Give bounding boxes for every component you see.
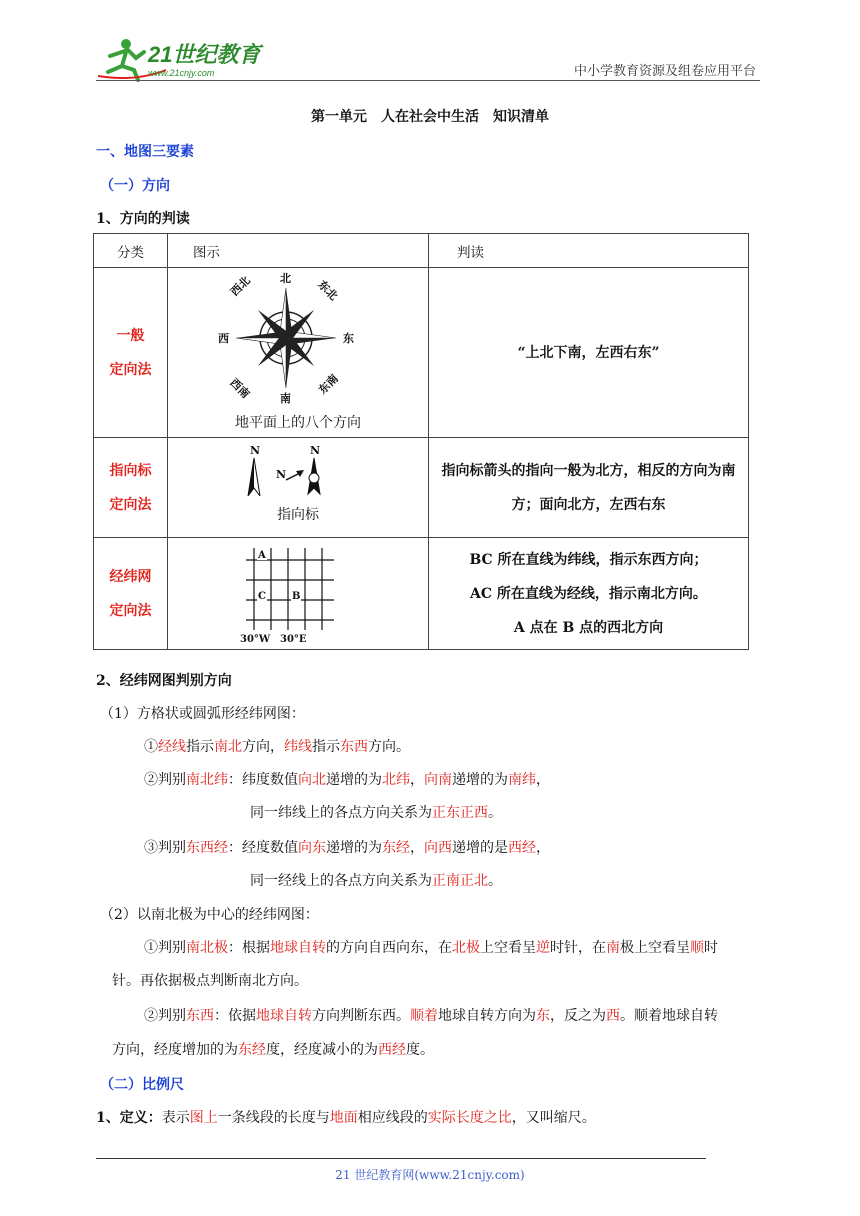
table-row [94, 438, 749, 538]
lat-long-grid-diagram [168, 540, 403, 648]
text-span: ，反之为 [550, 1008, 606, 1024]
header-reading: 判读 [429, 234, 749, 268]
north-arrow-icon [168, 444, 403, 504]
platform-name: 中小学教育资源及组卷应用平台 [573, 64, 756, 79]
text-span: 相应线段的 [357, 1110, 428, 1126]
highlight-span: 东西 [340, 739, 368, 755]
highlight-span: 正东正西 [432, 805, 488, 821]
grid-label-30w: 30°W [240, 633, 271, 645]
compass-label-south: 南 [280, 392, 291, 405]
highlight-span: 南 [606, 940, 620, 956]
highlight-span: 顺 [690, 940, 704, 956]
highlight-span: 北纬 [382, 772, 410, 788]
compass-label-southwest: 西南 [227, 376, 253, 401]
highlight-span: 东经 [382, 840, 410, 856]
category-cell [94, 438, 168, 538]
highlight-span: 东西经 [186, 840, 228, 856]
reading-text-line-1: BC 所在直线为纬线，指示东西方向； [469, 551, 708, 568]
header-category: 分类 [94, 234, 168, 268]
reading-text-line-2: AC 所在直线为经线，指示南北方向。 [470, 585, 707, 602]
text-span: 。顺着地球自转 [620, 1008, 718, 1024]
item-heading-grid-direction: 2、经纬网图判别方向 [96, 673, 232, 689]
highlight-span: 南纬 [508, 772, 536, 788]
highlight-span: 西 [606, 1008, 620, 1024]
compass-label-west: 西 [218, 332, 229, 345]
text-span: ① [144, 739, 158, 755]
reading-text-line-1: 指向标箭头的指向一般为北方，相反的方向为南 [441, 462, 736, 479]
highlight-span: 正南正北 [432, 873, 488, 889]
diagram-cell [168, 268, 429, 438]
rule-line-1 [144, 737, 410, 757]
reading-cell [429, 538, 749, 650]
north-arrow-n-3: N [276, 468, 287, 481]
highlight-span: 逆 [536, 940, 550, 956]
category-line-2: 定向法 [109, 602, 152, 619]
text-span: 同一纬线上的各点方向关系为 [250, 805, 432, 821]
reading-text: “上北下南，左西右东” [517, 344, 660, 361]
highlight-span: 向东 [298, 840, 326, 856]
grid-point-b: B [292, 590, 301, 602]
rule-line-5 [250, 871, 502, 891]
rule-line-2 [144, 770, 550, 790]
header-diagram: 图示 [168, 234, 429, 268]
highlight-span: 向西 [424, 840, 452, 856]
text-span: ②判别 [144, 772, 186, 788]
grid-label-30e: 30°E [280, 633, 307, 645]
highlight-span: 南北 [214, 739, 242, 755]
text-span: 方向，经度增加的为 [112, 1042, 238, 1058]
category-cell [94, 268, 168, 438]
table-header-row [94, 234, 749, 268]
rule-line-3 [250, 803, 502, 823]
north-arrow-n-2: N [310, 444, 321, 457]
category-line-2: 定向法 [109, 361, 152, 378]
text-span: 递增的为 [326, 772, 382, 788]
logo-url: www.21cnjy.com [148, 68, 215, 78]
compass-rose-icon [168, 272, 403, 412]
table-row [94, 538, 749, 650]
reading-cell [429, 268, 749, 438]
rule-line-6 [144, 938, 718, 958]
text-span: ②判别 [144, 1008, 186, 1024]
highlight-span: 东 [536, 1008, 550, 1024]
text-span: ， [536, 840, 550, 856]
text-span: 一条线段的长度与 [217, 1110, 330, 1126]
category-line-1: 经纬网 [109, 568, 152, 585]
category-cell [94, 538, 168, 650]
text-span: ，又叫缩尺。 [511, 1110, 596, 1126]
diagram-caption: 地平面上的八个方向 [235, 415, 361, 431]
highlight-span: 东经 [238, 1042, 266, 1058]
text-span: 方向， [242, 739, 284, 755]
compass-label-east: 东 [343, 332, 354, 345]
diagram-cell [168, 538, 429, 650]
text-span: 度。 [406, 1042, 434, 1058]
text-span: 递增的为 [452, 772, 508, 788]
text-span: 递增的为 [326, 840, 382, 856]
highlight-span: 北极 [452, 940, 480, 956]
text-span: 时 [704, 940, 718, 956]
text-span: ：经度数值 [228, 840, 298, 856]
reading-text-line-2: 方；面向北方，左西右东 [511, 496, 666, 513]
direction-table [93, 233, 749, 650]
text-span: 指示 [186, 739, 214, 755]
page-title: 第一单元 人在社会中生活 知识清单 [311, 109, 549, 125]
highlight-span: 经线 [158, 739, 186, 755]
text-span: 方向。 [368, 739, 410, 755]
highlight-span: 纬线 [284, 739, 312, 755]
rule-line-4 [144, 838, 550, 858]
text-span: ：根据 [228, 940, 270, 956]
text-span: 指示 [312, 739, 340, 755]
highlight-span: 地球自转 [270, 940, 326, 956]
highlight-span: 实际长度之比 [427, 1110, 512, 1126]
highlight-span: 南北极 [186, 940, 228, 956]
highlight-span: 顺着 [410, 1008, 438, 1024]
reading-text-line-3: A 点在 B 点的西北方向 [513, 619, 664, 636]
text-span: ③判别 [144, 840, 186, 856]
footer-divider [96, 1158, 706, 1159]
rule-line-8 [144, 1006, 718, 1026]
text-span: 时针，在 [550, 940, 606, 956]
footer-link[interactable]: 21 世纪教育网(www.21cnjy.com) [335, 1168, 525, 1182]
compass-label-northeast: 东北 [315, 278, 341, 303]
text-span: ：依据 [214, 1008, 256, 1024]
logo-text: 21世纪教育 [148, 42, 261, 67]
grid-point-a: A [258, 549, 266, 561]
rule-line-7: 针。再依据极点判断南北方向。 [112, 973, 308, 989]
text-span: 度，经度减小的为 [266, 1042, 378, 1058]
reading-cell [429, 438, 749, 538]
text-span: 。 [488, 873, 502, 889]
header-divider [96, 80, 760, 81]
category-line-1: 指向标 [109, 462, 152, 479]
category-line-2: 定向法 [109, 496, 152, 513]
text-span: 方向判断东西。 [312, 1008, 410, 1024]
compass-label-southeast: 东南 [316, 371, 341, 397]
text-span: 极上空看呈 [620, 940, 690, 956]
text-span: 的方向自西向东，在 [326, 940, 452, 956]
text-span: 上空看呈 [480, 940, 536, 956]
text-span: ：纬度数值 [228, 772, 298, 788]
highlight-span: 图上 [189, 1110, 218, 1126]
text-span: 。 [488, 805, 502, 821]
highlight-span: 地面 [329, 1110, 358, 1126]
text-span: 表示 [161, 1110, 190, 1126]
text-span: ， [410, 840, 424, 856]
north-arrow-n-1: N [250, 444, 261, 457]
text-span: ①判别 [144, 940, 186, 956]
definition-line [96, 1108, 596, 1128]
highlight-span: 西经 [378, 1042, 406, 1058]
highlight-span: 南北纬 [186, 772, 228, 788]
highlight-span: 东西 [186, 1008, 214, 1024]
table-row [94, 268, 749, 438]
paragraph-grid-types: （1）方格状或圆弧形经纬网图： [100, 706, 305, 722]
site-logo [96, 36, 266, 82]
text-span: 同一经线上的各点方向关系为 [250, 873, 432, 889]
text-span: ， [536, 772, 550, 788]
grid-point-c: C [258, 590, 266, 602]
text-span: 递增的是 [452, 840, 508, 856]
text-span: 地球自转方向为 [438, 1008, 536, 1024]
category-line-1: 一般 [116, 327, 145, 344]
item-heading-direction-reading: 1、方向的判读 [96, 211, 190, 227]
definition-label: 1、定义： [96, 1110, 162, 1126]
subsection-heading-direction: （一）方向 [100, 178, 170, 194]
text-span: ， [410, 772, 424, 788]
diagram-cell [168, 438, 429, 538]
subsection-heading-scale: （二）比例尺 [100, 1077, 184, 1093]
highlight-span: 向北 [298, 772, 326, 788]
section-heading-map-elements: 一、地图三要素 [96, 144, 194, 160]
highlight-span: 地球自转 [256, 1008, 312, 1024]
diagram-caption: 指向标 [277, 507, 319, 523]
compass-label-northwest: 西北 [228, 273, 253, 299]
rule-line-9 [112, 1040, 434, 1060]
highlight-span: 西经 [508, 840, 536, 856]
compass-label-north: 北 [280, 272, 291, 285]
paragraph-polar-grid: （2）以南北极为中心的经纬网图： [100, 907, 319, 923]
highlight-span: 向南 [424, 772, 452, 788]
